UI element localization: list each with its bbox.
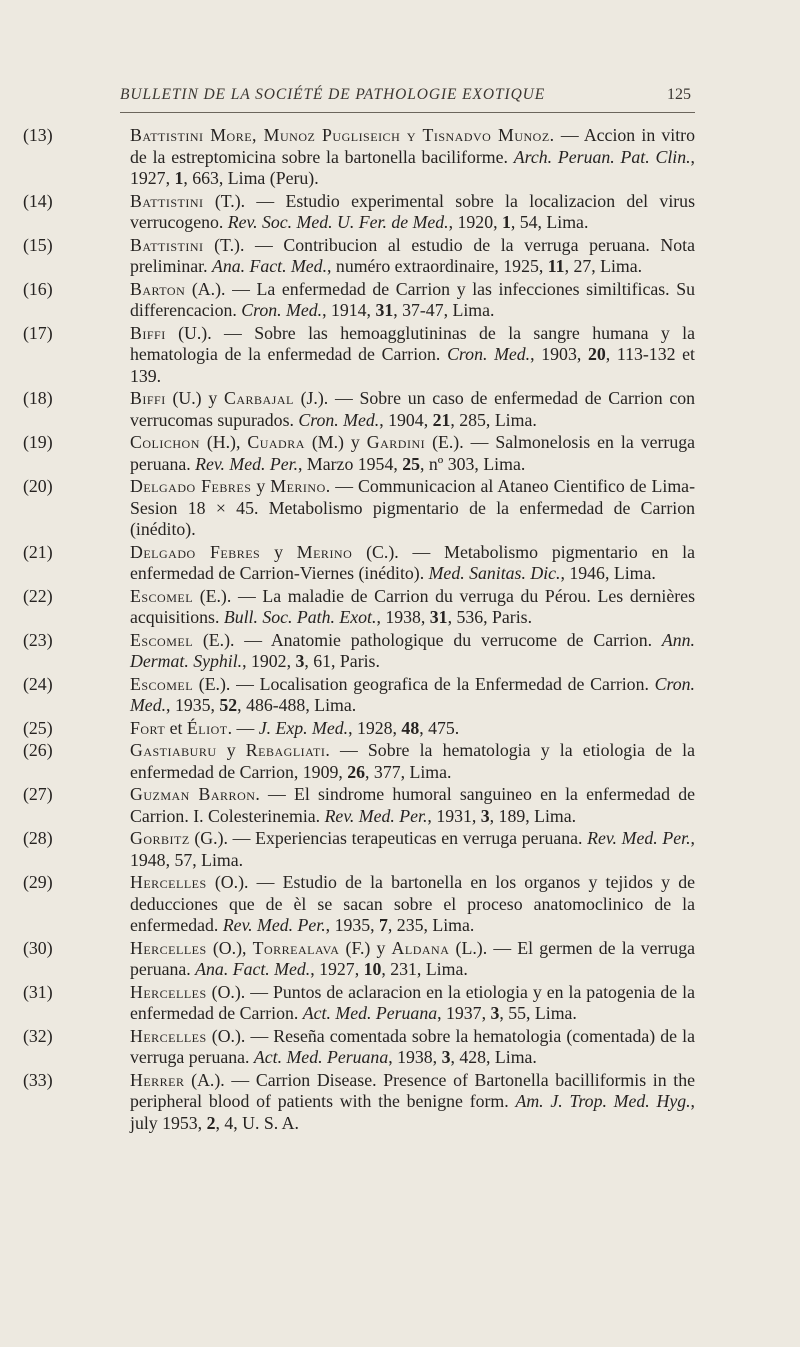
reference-journal: Arch. Peruan. Pat. Clin. [513, 146, 691, 167]
reference-number: (32) [23, 1025, 53, 1046]
reference-text: (E.). — Salmonelosis en la verruga peruana. [130, 432, 695, 474]
reference-year: , 1903, [530, 344, 588, 364]
reference-text: (C.). — Metabolismo pigmentario en la enfermedad de Carrion-Viernes (inédito). [130, 541, 696, 583]
reference-journal: J. Exp. Med. [258, 717, 349, 738]
reference-entry [0, 586, 695, 629]
reference-journal: Cron. Med. [447, 344, 531, 364]
reference-number: (18) [23, 388, 53, 408]
reference-text: (E.). — Anatomie pathologique du verrucome de Carrion. [193, 629, 662, 650]
reference-author: Delgado Febres [130, 541, 261, 562]
reference-pages: , 428, Lima. [450, 1047, 537, 1067]
reference-volume: 11 [547, 256, 565, 276]
reference-text: (A.). — La enfermedad de Carrion y las infecciones similtificas. Su differencacion. [130, 278, 695, 320]
reference-entry [0, 982, 695, 1025]
reference-journal: Rev. Med. Per. [222, 915, 326, 935]
reference-pages: , 536, Paris. [447, 607, 533, 627]
reference-text: (F.) y [339, 937, 392, 958]
reference-volume: 26 [347, 761, 366, 782]
reference-text: (A.). — Carrion Disease. Presence of Bartonella bacilliformis in the peripheral blood of patients with the benigne form. [130, 1069, 695, 1111]
reference-number: (33) [23, 1069, 53, 1090]
reference-text: (O.), [206, 937, 253, 958]
reference-number: (23) [23, 629, 53, 650]
reference-author: Gorbitz [130, 828, 190, 848]
reference-author: Gastiaburu [130, 740, 217, 760]
reference-author: Merino [296, 541, 353, 562]
reference-number: (25) [23, 717, 53, 738]
reference-entry [0, 938, 695, 981]
reference-entry [0, 125, 695, 190]
reference-text: (O.). — Estudio de la bartonella en los organos y tejidos y de deducciones que de èl se sacan sobre el proceso anatomoclinico de la enfermedad. [130, 872, 695, 935]
reference-journal: Act. Med. Peruana [253, 1047, 389, 1067]
reference-list [0, 125, 800, 1135]
reference-year: , 1946, Lima. [560, 563, 656, 583]
reference-journal: Cron. Med. [298, 409, 380, 430]
reference-text: y [216, 740, 246, 760]
reference-author: Merino [270, 476, 326, 496]
reference-author: Biffi [130, 322, 166, 343]
reference-text: . — Sobre la hematologia y la etiologia de la enfermedad de Carrion, 1909, [130, 740, 696, 782]
reference-number: (26) [23, 740, 53, 760]
page-number: 125 [667, 86, 691, 103]
reference-entry [0, 388, 695, 431]
reference-entry [0, 1026, 695, 1069]
reference-author: Colichon [130, 432, 200, 452]
reference-number: (27) [23, 784, 53, 804]
reference-year: , july 1953, [130, 1091, 695, 1133]
reference-entry [0, 1070, 695, 1135]
reference-text: (J.). — Sobre un caso de enfermedad de Carrion con verrucomas supurados. [130, 388, 696, 430]
reference-volume: 31 [429, 607, 448, 627]
reference-text: (T.). — Estudio experimental sobre la localizacion del virus verrucogeno. [130, 190, 695, 232]
reference-text: — Accion in vitro de la estreptomicina sobre la bartonella baciliforme. [130, 125, 695, 167]
reference-volume: 3 [441, 1047, 451, 1067]
reference-number: (15) [23, 234, 53, 255]
reference-author: Gardini [366, 432, 426, 452]
reference-number: (21) [23, 541, 53, 562]
reference-number: (19) [23, 432, 53, 452]
reference-year: , 1937, [437, 1003, 491, 1023]
reference-number: (14) [23, 190, 53, 211]
reference-pages: , 285, Lima. [450, 409, 537, 430]
reference-entry [0, 191, 695, 234]
reference-author: Herrer [130, 1069, 185, 1090]
reference-pages: , 54, Lima. [510, 212, 589, 232]
reference-year: , 1935, [166, 695, 220, 715]
reference-pages: , 37-47, Lima. [393, 300, 495, 320]
reference-text: (G.). — Experiencias terapeuticas en verruga peruana. [189, 828, 588, 848]
reference-author: Fort [130, 717, 166, 738]
reference-volume: 10 [363, 959, 382, 979]
reference-entry [0, 828, 695, 871]
reference-text: (O.). — Reseña comentada sobre la hematologia (comentada) de la verruga peruana. [130, 1025, 695, 1067]
reference-number: (30) [23, 937, 53, 958]
reference-pages: , 113-132 et 139. [130, 344, 695, 386]
reference-journal: Am. J. Trop. Med. Hyg. [515, 1091, 691, 1111]
reference-year: , 1938, [376, 607, 430, 627]
reference-pages: , 377, Lima. [365, 761, 452, 782]
reference-number: (31) [23, 981, 53, 1002]
reference-author: Escomel [130, 673, 194, 694]
reference-journal: Rev. Med. Per. [587, 828, 691, 848]
reference-pages: , 235, Lima. [387, 915, 475, 935]
reference-author: Escomel [130, 629, 194, 650]
reference-entry [0, 279, 695, 322]
reference-journal: Bull. Soc. Path. Exot. [223, 607, 377, 627]
reference-entry [0, 630, 695, 673]
reference-year: , 1904, [379, 409, 433, 430]
reference-year: , 1931, [427, 805, 481, 826]
reference-text: y [260, 541, 297, 562]
reference-year: , 1927, [310, 959, 364, 979]
reference-author: Battistini [130, 190, 204, 211]
running-title: BULLETIN DE LA SOCIÉTÉ DE PATHOLOGIE EXOTIQUE [120, 86, 546, 103]
reference-author: Hercelles [130, 981, 207, 1002]
reference-journal: Ann. Dermat. Syphil. [130, 629, 695, 671]
reference-volume: 31 [375, 300, 394, 320]
reference-volume: 2 [206, 1112, 216, 1133]
reference-author: Hercelles [130, 1025, 207, 1046]
reference-entry [0, 235, 695, 278]
reference-number: (16) [23, 278, 53, 299]
reference-pages: , 475. [419, 717, 460, 738]
reference-entry [0, 718, 695, 740]
reference-journal: Ana. Fact. Med. [211, 256, 328, 276]
reference-volume: 25 [402, 453, 421, 474]
reference-entry [0, 323, 695, 388]
reference-entry [0, 740, 695, 783]
reference-year: , 1914, [322, 300, 376, 320]
reference-author: Battistini [130, 234, 204, 255]
reference-volume: 21 [432, 409, 451, 430]
reference-year: , 1902, [242, 651, 296, 671]
reference-volume: 3 [295, 651, 305, 671]
reference-pages: , 4, U. S. A. [215, 1112, 299, 1133]
reference-text: (U.) y [165, 388, 224, 408]
reference-journal: Cron. Med. [130, 673, 695, 715]
reference-entry [0, 476, 695, 541]
reference-text: . — [227, 717, 259, 738]
reference-year: , 1948, 57, Lima. [130, 828, 695, 870]
reference-journal: Rev. Med. Per. [324, 805, 428, 826]
reference-number: (24) [23, 673, 53, 694]
reference-number: (20) [23, 476, 53, 496]
reference-entry [0, 872, 695, 937]
reference-author: Carbajal [223, 388, 294, 408]
reference-entry [0, 784, 695, 827]
reference-year: , 1928, [348, 717, 402, 738]
reference-journal: Cron. Med. [241, 300, 323, 320]
reference-text: . — Communicacion al Ataneo Cientifico de Lima-Sesion 18 × 45. Metabolismo pigmentario de la enfermedad de Carrion (inédito). [130, 476, 695, 539]
reference-journal: Rev. Soc. Med. U. Fer. de Med. [227, 212, 449, 232]
reference-text: (E.). — Localisation geografica de la Enfermedad de Carrion. [193, 673, 655, 694]
reference-year: , 1935, [325, 915, 380, 935]
reference-text: (H.), [199, 432, 248, 452]
reference-pages: , 189, Lima. [489, 805, 577, 826]
reference-volume: 1 [501, 212, 511, 232]
reference-author: Éliot [186, 717, 228, 738]
reference-pages: , 61, Paris. [304, 651, 380, 671]
reference-year: , numéro extraordinaire, 1925, [327, 256, 548, 276]
reference-journal: Ana. Fact. Med. [195, 959, 311, 979]
reference-volume: 3 [480, 805, 490, 826]
reference-pages: , 55, Lima. [499, 1003, 577, 1023]
reference-pages: , 663, Lima (Peru). [183, 168, 319, 188]
reference-entry [0, 432, 695, 475]
reference-author: Biffi [130, 388, 166, 408]
reference-volume: 20 [587, 344, 606, 364]
reference-volume: 7 [379, 915, 388, 935]
reference-author: Cuadra [247, 432, 305, 452]
reference-author: Guzman Barron [130, 784, 256, 804]
reference-number: (17) [23, 322, 53, 343]
reference-journal: Act. Med. Peruana [302, 1003, 438, 1023]
reference-author: Rebagliati [245, 740, 326, 760]
reference-author: Hercelles [130, 937, 207, 958]
reference-text: (E.). — La maladie de Carrion du verruga du Pérou. Les dernières acquisitions. [130, 585, 695, 627]
reference-volume: 48 [401, 717, 420, 738]
reference-author: Hercelles [130, 872, 207, 892]
reference-number: (22) [23, 585, 53, 606]
reference-text: (U.). — Sobre las hemoagglutininas de la sangre humana y la hematologia de la enfermedad de Carrion. [130, 322, 695, 364]
reference-entry [0, 674, 695, 717]
reference-text: (M.) y [304, 432, 367, 452]
reference-entry [0, 542, 695, 585]
reference-year: , 1920, [448, 212, 502, 232]
reference-text: y [251, 476, 271, 496]
reference-author: Delgado Febres [130, 476, 252, 496]
reference-volume: 52 [219, 695, 238, 715]
reference-pages: , 231, Lima. [381, 959, 468, 979]
reference-number: (28) [23, 828, 53, 848]
reference-volume: 1 [174, 168, 184, 188]
reference-number: (29) [23, 872, 53, 892]
running-header [120, 82, 695, 113]
reference-text: (T.). — Contribucion al estudio de la verruga peruana. Nota preliminar. [130, 234, 695, 276]
reference-author: Escomel [130, 585, 194, 606]
reference-author: Aldana [391, 937, 450, 958]
reference-pages: , nº 303, Lima. [420, 453, 526, 474]
reference-year: , Marzo 1954, [298, 453, 403, 474]
reference-text: (O.). — Puntos de aclaracion en la etiologia y en la patogenia de la enfermedad de Carrion. [130, 981, 695, 1023]
reference-volume: 3 [490, 1003, 500, 1023]
reference-year: , 1927, [130, 146, 695, 188]
reference-author: Battistini More, Munoz Pugliseich y Tisnadvo Munoz. [130, 125, 555, 145]
reference-pages: , 27, Lima. [564, 256, 643, 276]
reference-text: . — El sindrome humoral sanguineo en la enfermedad de Carrion. I. Colesterinemia. [130, 784, 695, 826]
reference-author: Torrealava [252, 937, 340, 958]
reference-author: Barton [130, 278, 186, 299]
reference-text: et [165, 717, 187, 738]
reference-number: (13) [23, 125, 53, 145]
reference-pages: , 486-488, Lima. [237, 695, 357, 715]
reference-year: , 1938, [388, 1047, 442, 1067]
reference-journal: Med. Sanitas. Dic. [428, 563, 561, 583]
reference-journal: Rev. Med. Per. [195, 453, 299, 474]
reference-text: (L.). — El germen de la verruga peruana. [130, 937, 695, 979]
